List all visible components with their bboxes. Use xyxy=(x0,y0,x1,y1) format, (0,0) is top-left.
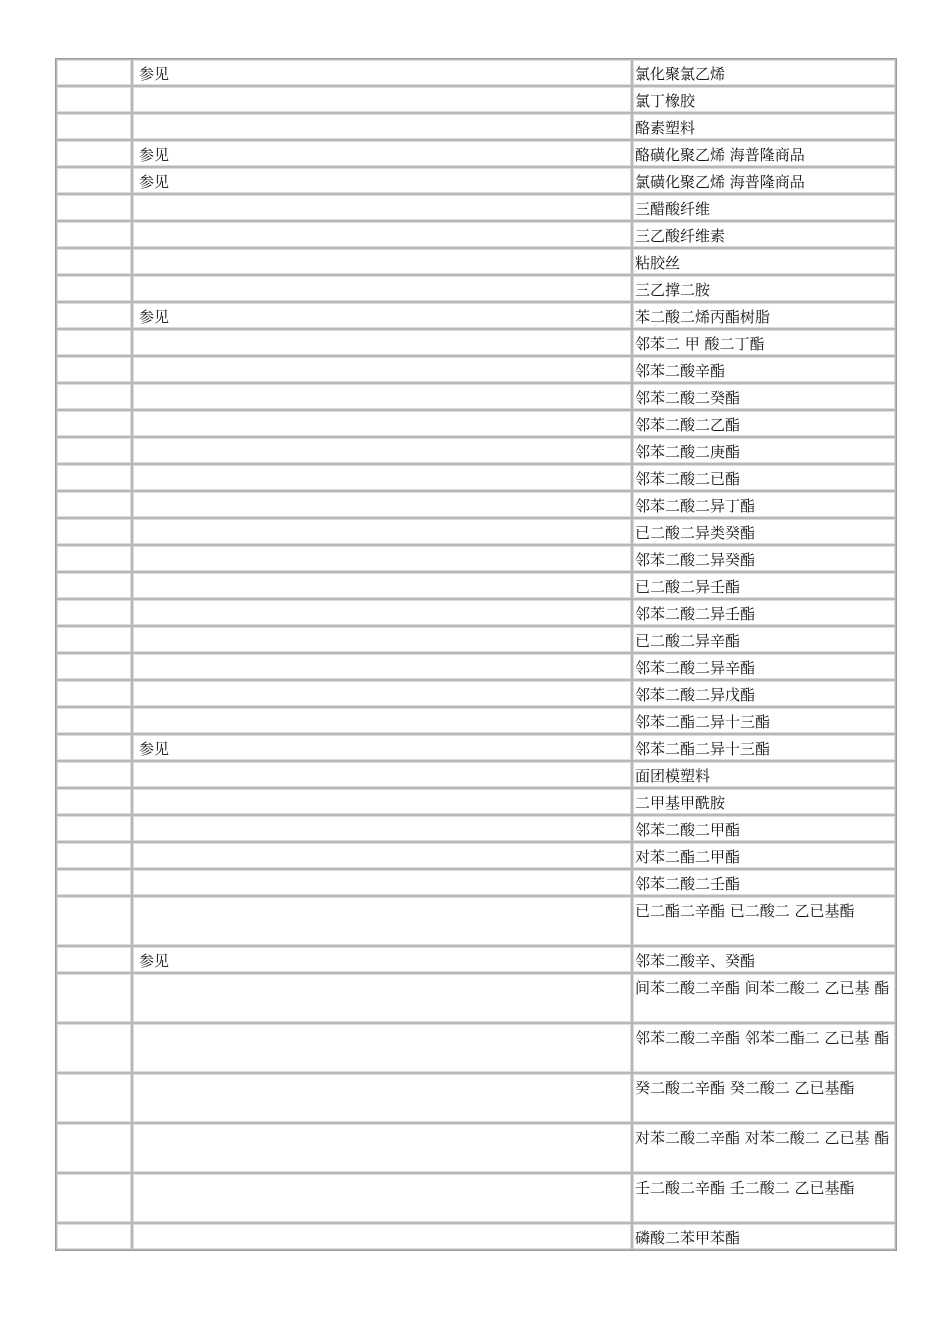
term-cell: 邻苯二酸二异戊酯 xyxy=(632,680,896,707)
term-cell: 粘胶丝 xyxy=(632,248,896,275)
table-row xyxy=(56,194,896,221)
term-cell: 邻苯二酸二庚酯 xyxy=(632,437,896,464)
table-row xyxy=(56,1173,896,1223)
see-also-cell xyxy=(132,464,632,491)
table-row xyxy=(56,59,896,86)
index-cell xyxy=(56,761,132,788)
see-also-cell xyxy=(132,383,632,410)
index-cell xyxy=(56,788,132,815)
see-also-cell xyxy=(132,1073,632,1123)
see-also-cell xyxy=(132,626,632,653)
see-also-cell xyxy=(132,1173,632,1223)
term-cell: 苯二酸二烯丙酯树脂 xyxy=(632,302,896,329)
see-also-cell xyxy=(132,896,632,946)
see-also-cell: 参见 xyxy=(132,302,632,329)
table-row xyxy=(56,383,896,410)
see-also-cell xyxy=(132,761,632,788)
index-cell xyxy=(56,896,132,946)
index-cell xyxy=(56,464,132,491)
table-row xyxy=(56,302,896,329)
see-also-cell xyxy=(132,572,632,599)
index-cell xyxy=(56,626,132,653)
terms-table-body xyxy=(56,59,896,1250)
index-cell xyxy=(56,946,132,973)
table-row xyxy=(56,356,896,383)
term-cell: 邻苯二 甲 酸二丁酯 xyxy=(632,329,896,356)
table-row xyxy=(56,680,896,707)
see-also-cell xyxy=(132,545,632,572)
table-row xyxy=(56,140,896,167)
table-row xyxy=(56,167,896,194)
table-row xyxy=(56,1023,896,1073)
table-row xyxy=(56,221,896,248)
term-cell: 对苯二酯二甲酯 xyxy=(632,842,896,869)
table-row xyxy=(56,788,896,815)
table-row xyxy=(56,86,896,113)
see-also-cell: 参见 xyxy=(132,946,632,973)
table-row xyxy=(56,437,896,464)
see-also-cell xyxy=(132,1123,632,1173)
see-also-cell xyxy=(132,194,632,221)
see-also-cell xyxy=(132,329,632,356)
index-cell xyxy=(56,653,132,680)
index-cell xyxy=(56,248,132,275)
see-also-cell xyxy=(132,437,632,464)
term-cell: 间苯二酸二辛酯 间苯二酸二 乙已基 酯 xyxy=(632,973,896,1023)
see-also-cell xyxy=(132,221,632,248)
index-cell xyxy=(56,140,132,167)
index-cell xyxy=(56,518,132,545)
table-row xyxy=(56,1073,896,1123)
see-also-cell xyxy=(132,1023,632,1073)
index-cell xyxy=(56,1023,132,1073)
index-cell xyxy=(56,842,132,869)
table-row xyxy=(56,761,896,788)
index-cell xyxy=(56,491,132,518)
index-cell xyxy=(56,356,132,383)
index-cell xyxy=(56,221,132,248)
term-cell: 氯化聚氯乙烯 xyxy=(632,59,896,86)
term-cell: 三醋酸纤维 xyxy=(632,194,896,221)
index-cell xyxy=(56,869,132,896)
term-cell: 邻苯二酸二甲酯 xyxy=(632,815,896,842)
term-cell: 邻苯二酸二异癸酯 xyxy=(632,545,896,572)
index-cell xyxy=(56,973,132,1023)
table-row xyxy=(56,734,896,761)
index-cell xyxy=(56,815,132,842)
see-also-cell xyxy=(132,788,632,815)
term-cell: 邻苯二酸二癸酯 xyxy=(632,383,896,410)
see-also-cell xyxy=(132,973,632,1023)
see-also-cell xyxy=(132,356,632,383)
table-row xyxy=(56,491,896,518)
see-also-cell xyxy=(132,491,632,518)
index-cell xyxy=(56,1173,132,1223)
term-cell: 邻苯二酸二异壬酯 xyxy=(632,599,896,626)
table-row xyxy=(56,946,896,973)
term-cell: 三乙酸纤维素 xyxy=(632,221,896,248)
see-also-cell xyxy=(132,1223,632,1250)
term-cell: 已二酸二异类癸酯 xyxy=(632,518,896,545)
table-row xyxy=(56,545,896,572)
see-also-cell xyxy=(132,815,632,842)
see-also-cell xyxy=(132,275,632,302)
term-cell: 二甲基甲酰胺 xyxy=(632,788,896,815)
see-also-cell: 参见 xyxy=(132,140,632,167)
index-cell xyxy=(56,59,132,86)
term-cell: 邻苯二酸辛、癸酯 xyxy=(632,946,896,973)
term-cell: 已二酯二辛酯 已二酸二 乙已基酯 xyxy=(632,896,896,946)
see-also-cell xyxy=(132,248,632,275)
term-cell: 氯丁橡胶 xyxy=(632,86,896,113)
table-row xyxy=(56,572,896,599)
table-row xyxy=(56,113,896,140)
index-cell xyxy=(56,1073,132,1123)
table-row xyxy=(56,626,896,653)
table-row xyxy=(56,464,896,491)
term-cell: 壬二酸二辛酯 壬二酸二 乙已基酯 xyxy=(632,1173,896,1223)
see-also-cell xyxy=(132,869,632,896)
index-cell xyxy=(56,86,132,113)
index-cell xyxy=(56,383,132,410)
table-row xyxy=(56,653,896,680)
term-cell: 邻苯二酸二壬酯 xyxy=(632,869,896,896)
index-cell xyxy=(56,680,132,707)
table-row xyxy=(56,599,896,626)
see-also-cell xyxy=(132,653,632,680)
term-cell: 已二酸二异辛酯 xyxy=(632,626,896,653)
term-cell: 邻苯二酸辛酯 xyxy=(632,356,896,383)
table-row xyxy=(56,275,896,302)
index-cell xyxy=(56,275,132,302)
term-cell: 邻苯二酯二异十三酯 xyxy=(632,734,896,761)
index-cell xyxy=(56,437,132,464)
index-cell xyxy=(56,410,132,437)
term-cell: 氯磺化聚乙烯 海普隆商品 xyxy=(632,167,896,194)
table-row xyxy=(56,248,896,275)
see-also-cell: 参见 xyxy=(132,59,632,86)
see-also-cell xyxy=(132,599,632,626)
term-cell: 已二酸二异壬酯 xyxy=(632,572,896,599)
index-cell xyxy=(56,599,132,626)
index-cell xyxy=(56,167,132,194)
table-row xyxy=(56,869,896,896)
index-cell xyxy=(56,302,132,329)
term-cell: 对苯二酸二辛酯 对苯二酸二 乙已基 酯 xyxy=(632,1123,896,1173)
table-row xyxy=(56,410,896,437)
table-row xyxy=(56,973,896,1023)
see-also-cell xyxy=(132,113,632,140)
see-also-cell xyxy=(132,842,632,869)
index-cell xyxy=(56,329,132,356)
see-also-cell xyxy=(132,680,632,707)
see-also-cell: 参见 xyxy=(132,167,632,194)
term-cell: 癸二酸二辛酯 癸二酸二 乙已基酯 xyxy=(632,1073,896,1123)
see-also-cell xyxy=(132,518,632,545)
table-row xyxy=(56,707,896,734)
table-row xyxy=(56,815,896,842)
term-cell: 酪磺化聚乙烯 海普隆商品 xyxy=(632,140,896,167)
see-also-cell xyxy=(132,707,632,734)
table-row xyxy=(56,518,896,545)
table-row xyxy=(56,1223,896,1250)
index-cell xyxy=(56,1123,132,1173)
term-cell: 磷酸二苯甲苯酯 xyxy=(632,1223,896,1250)
index-cell xyxy=(56,572,132,599)
term-cell: 邻苯二酸二乙酯 xyxy=(632,410,896,437)
see-also-cell: 参见 xyxy=(132,734,632,761)
index-cell xyxy=(56,707,132,734)
term-cell: 邻苯二酸二已酯 xyxy=(632,464,896,491)
see-also-cell xyxy=(132,86,632,113)
term-cell: 面团模塑料 xyxy=(632,761,896,788)
index-cell xyxy=(56,545,132,572)
term-cell: 酪素塑料 xyxy=(632,113,896,140)
table-row xyxy=(56,896,896,946)
term-cell: 三乙撑二胺 xyxy=(632,275,896,302)
terms-table xyxy=(55,58,897,1251)
see-also-cell xyxy=(132,410,632,437)
table-row xyxy=(56,1123,896,1173)
index-cell xyxy=(56,113,132,140)
index-cell xyxy=(56,194,132,221)
index-cell xyxy=(56,1223,132,1250)
term-cell: 邻苯二酸二异辛酯 xyxy=(632,653,896,680)
term-cell: 邻苯二酯二异十三酯 xyxy=(632,707,896,734)
index-cell xyxy=(56,734,132,761)
table-row xyxy=(56,329,896,356)
term-cell: 邻苯二酸二异丁酯 xyxy=(632,491,896,518)
table-row xyxy=(56,842,896,869)
term-cell: 邻苯二酸二辛酯 邻苯二酯二 乙已基 酯 xyxy=(632,1023,896,1073)
